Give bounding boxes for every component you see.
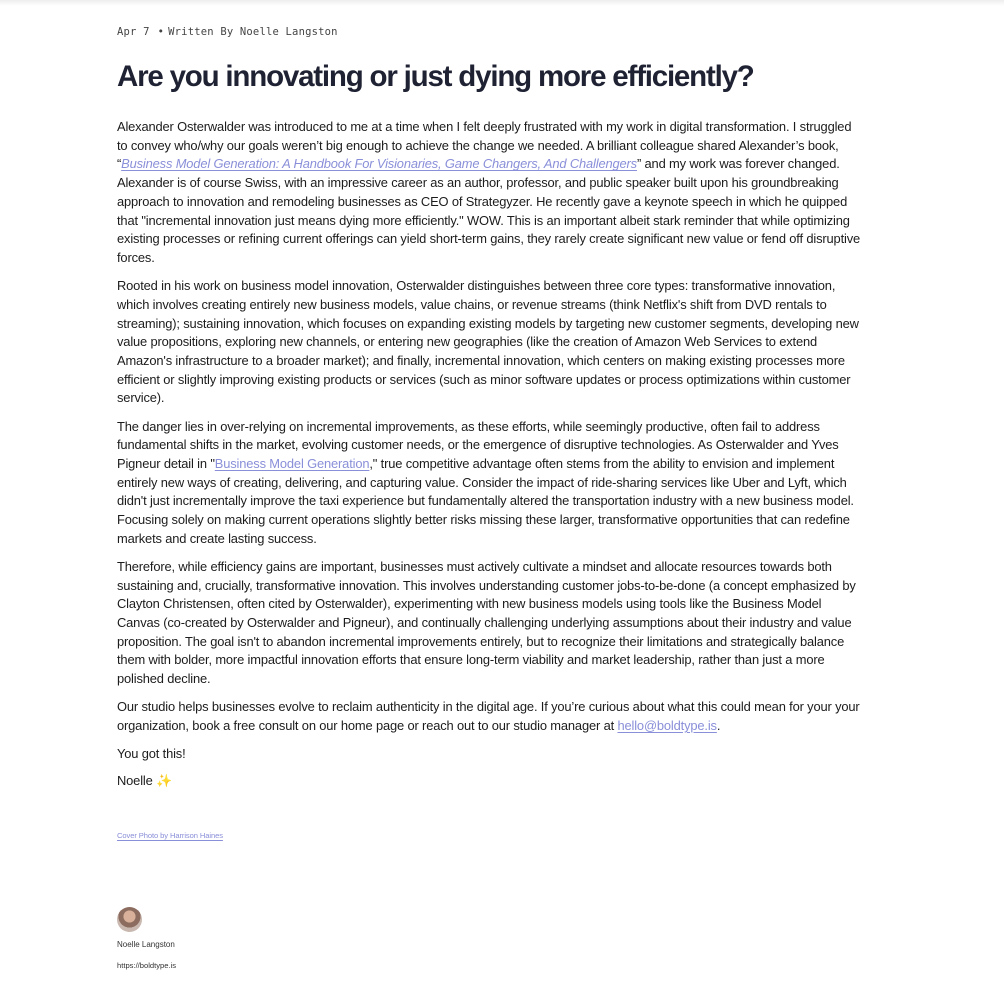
author-name: Noelle Langston bbox=[117, 939, 175, 949]
top-shadow bbox=[0, 0, 1004, 6]
author-website-link[interactable]: https://boldtype.is bbox=[117, 960, 177, 970]
paragraph-5-text-b: . bbox=[716, 718, 721, 734]
cover-photo-credit-link[interactable]: Cover Photo by Harrison Haines bbox=[117, 830, 223, 840]
signature-name: Noelle bbox=[117, 773, 153, 788]
post-title: Are you innovating or just dying more efficiently? bbox=[117, 60, 754, 93]
paragraph-4: Therefore, while efficiency gains are important, businesses must actively cultivate a mindset and allocate resources towards both sustaining and, crucially, transformative innovation. This involves understanding customer jobs-to-be-done (a concept emphasized by Clayton Christensen, often cited by Osterwalder), experimenting with new business models using tools like the Business Model Canvas (co-created by Osterwalder and Pigneur), and continually challenging underlying assumptions about their industry and value proposition. The goal isn't to abandon incremental improvements entirely, but to recognize their limitations and strategically balance them with bolder, more impactful innovation efforts that ensure long-term viability and market leadership, rather than just a more polished decline. bbox=[117, 558, 856, 687]
paragraph-2: Rooted in his work on business model innovation, Osterwalder distinguishes between three core types: transformative innovation, which involves creating entirely new business models, value chains, or revenue streams (think Netflix's shift from DVD rentals to streaming); sustaining innovation, which focuses on expanding existing models by targeting new customer segments, developing new value propositions, exploring new channels, or entering new geographies (like the creation of Amazon Web Services to extend Amazon's infrastructure to a broader market); and finally, incremental innovation, which centers on making existing processes more efficient or slightly improving existing products or services (such as minor software updates or process optimizations within customer service). bbox=[117, 278, 859, 406]
signature bbox=[117, 772, 865, 791]
paragraph-3-text-a: The danger lies in over-relying on incremental improvements, as these efforts, while seemingly productive, often fail to address fundamental shifts in the market, evolving customer needs, or the emergence of disruptive technologies. As Osterwalder and Yves Pigneur detail in " bbox=[117, 418, 839, 471]
paragraph-1 bbox=[117, 118, 865, 268]
post-date: Apr 7 bbox=[117, 26, 150, 38]
post-byline: Written By Noelle Langston bbox=[168, 26, 338, 38]
post-meta bbox=[117, 25, 865, 39]
closing-line: You got this! bbox=[117, 746, 186, 762]
paragraph-5 bbox=[117, 698, 865, 735]
post-body bbox=[117, 118, 865, 791]
author-avatar[interactable] bbox=[117, 907, 142, 932]
sparkles-icon: ✨ bbox=[156, 773, 172, 788]
paragraph-3-text-b: ," true competitive advantage often stems from the ability to envision and implement entirely new ways of creating, delivering, and capturing value. Consider the impact of ride-sharing services like Uber and Lyft, which didn't just incrementally improve the taxi experience but fundamentally altered the transportation industry with a new business model. Focusing solely on making current operations slightly better risks missing these larger, transformative opportunities that can redefine markets and create lasting success. bbox=[117, 455, 854, 546]
blog-article bbox=[117, 25, 865, 971]
email-link[interactable]: hello@boldtype.is bbox=[617, 718, 717, 734]
cover-photo-credit bbox=[117, 831, 865, 841]
book-link-short-title[interactable]: Business Model Generation bbox=[214, 455, 370, 471]
author-card bbox=[117, 907, 865, 971]
paragraph-1-text-b: ” and my work was forever changed. Alexander is of course Swiss, with an impressive career as an author, professor, and public speaker built upon his groundbreaking approach to innovation and remodeling businesses as CEO of Strategyzer. He recently gave a keynote speech in which he quipped that "incremental innovation just means dying more efficiently." WOW. This is an important albeit stark reminder that while optimizing existing processes or refining current offerings can yield short-term gains, they rarely create significant new value or fend off disruptive forces. bbox=[117, 156, 861, 265]
book-link-full-title[interactable]: Business Model Generation: A Handbook For Visionaries, Game Changers, And Challengers bbox=[121, 156, 637, 172]
meta-separator: • bbox=[157, 26, 165, 38]
paragraph-3 bbox=[117, 418, 865, 549]
paragraph-5-text-a: Our studio helps businesses evolve to reclaim authenticity in the digital age. If you’re curious about what this could mean for your your organization, book a free consult on our home page or reach out to our studio manager at bbox=[117, 699, 860, 734]
paragraph-1-text-a: Alexander Osterwalder was introduced to me at a time when I felt deeply frustrated with my work in digital transformation. I struggled to convey who/why our goals weren’t big enough to achieve the change we needed. A brilliant colleague shared Alexander’s book, “ bbox=[117, 119, 852, 172]
